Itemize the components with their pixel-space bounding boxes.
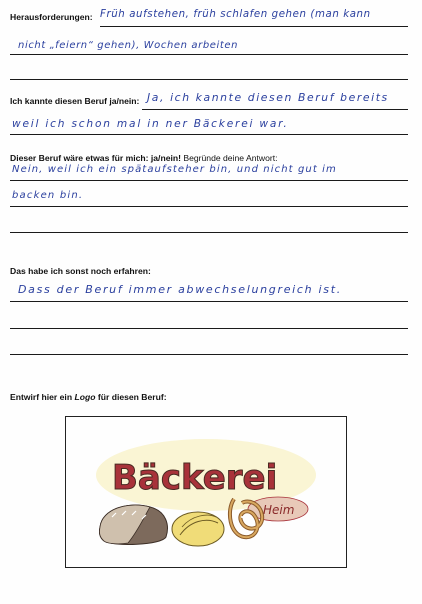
answer-line [10, 206, 408, 207]
known-job-label: Ich kannte diesen Beruf ja/nein: [10, 96, 140, 106]
bread-roll-icon [172, 512, 224, 546]
logo-task-label-italic: Logo [74, 392, 96, 402]
logo-sub: Heim [263, 503, 295, 517]
bread-loaf-icon [99, 505, 167, 544]
logo-frame [65, 416, 347, 568]
answer-line [10, 354, 408, 355]
known-job-answer-line1: Ja, ich kannte diesen Beruf bereits [147, 91, 389, 104]
answer-line [142, 109, 408, 110]
challenges-answer-line2: nicht „feiern“ gehen), Wochen arbeiten [18, 40, 239, 51]
experienced-label: Das habe ich sonst noch erfahren: [10, 266, 151, 276]
logo-task-label-prefix: Entwirf hier ein [10, 392, 75, 402]
answer-line [10, 301, 408, 302]
answer-line [10, 134, 408, 135]
answer-line [10, 180, 408, 181]
answer-line [10, 328, 408, 329]
logo-drawing [66, 417, 346, 567]
challenges-label: Herausforderungen: [10, 12, 93, 22]
answer-line [10, 79, 408, 80]
experienced-answer-line1: Dass der Beruf immer abwechselungreich ist. [18, 283, 342, 296]
challenges-answer-line1: Früh aufstehen, früh schlafen gehen (man kann [100, 9, 371, 20]
suits-me-label [10, 153, 278, 163]
logo-task-label [10, 392, 167, 402]
suits-me-answer-line2: backen bin. [12, 190, 84, 201]
answer-line [10, 54, 408, 55]
answer-line [100, 26, 408, 27]
suits-me-answer-line1: Nein, weil ich ein spätaufsteher bin, und nicht gut im [12, 164, 337, 175]
suits-me-label-bold: Dieser Beruf wäre etwas für mich: ja/nein! [10, 153, 181, 163]
logo-task-label-suffix: für diesen Beruf: [95, 392, 167, 402]
known-job-answer-line2: weil ich schon mal in ner Bäckerei war. [12, 118, 289, 130]
logo-word: Bäckerei [112, 458, 278, 498]
suits-me-label-normal: Begründe deine Antwort: [180, 153, 278, 163]
answer-line [10, 232, 408, 233]
